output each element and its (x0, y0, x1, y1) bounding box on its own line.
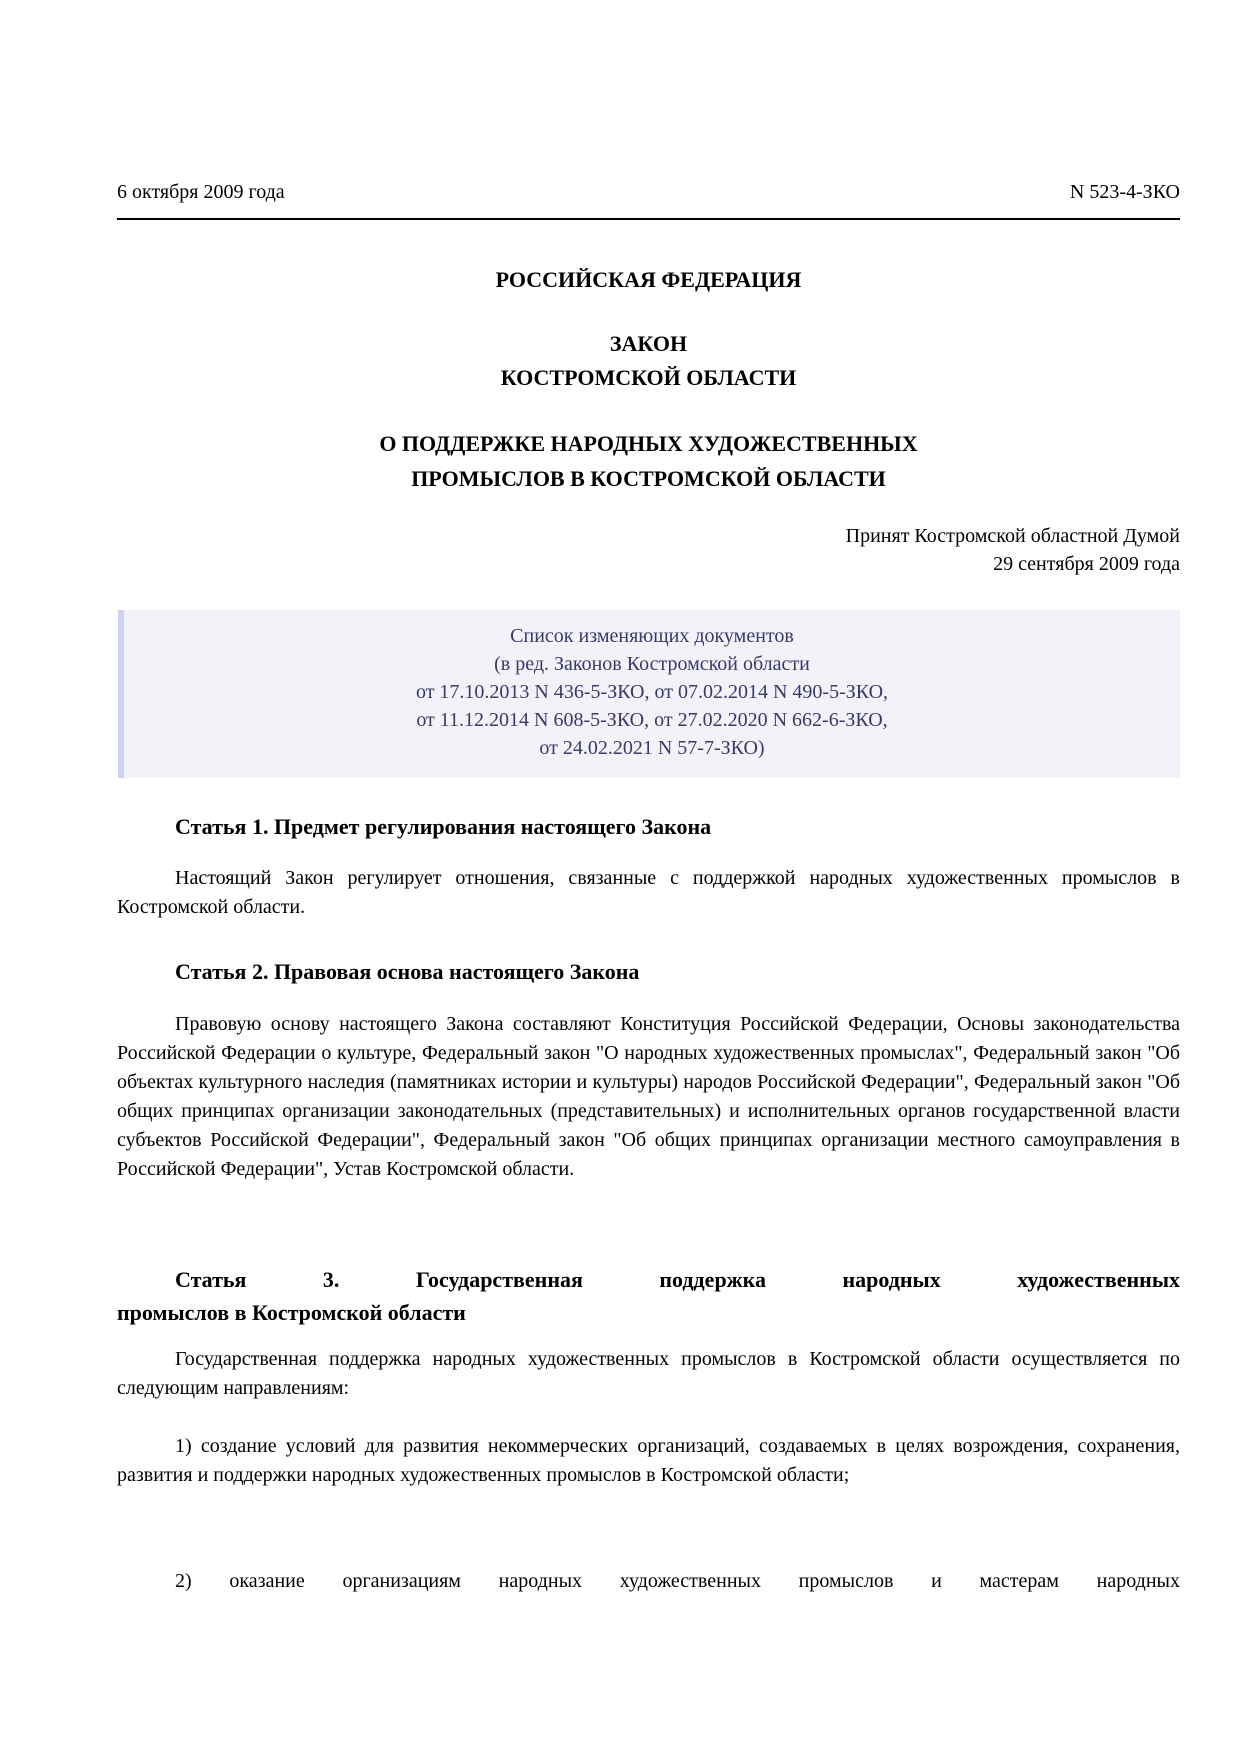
amendments-title: Список изменяющих документов (510, 625, 794, 647)
amendments-line: (в ред. Законов Костромской области (494, 653, 810, 675)
law-number: N 523-4-ЗКО (1069, 181, 1180, 203)
law-subject-title-line2: ПРОМЫСЛОВ В КОСТРОМСКОЙ ОБЛАСТИ (411, 466, 886, 491)
header-divider (117, 218, 1180, 220)
amendments-line: от 11.12.2014 N 608-5-ЗКО, от 27.02.2020 N 662-6-ЗКО, (416, 709, 888, 731)
article-3-item-2: 2) оказание организациям народных художественных промыслов и мастерам народных (175, 1570, 1180, 1592)
law-type-title: ЗАКОН (609, 331, 688, 356)
amendments-box (118, 610, 1180, 778)
adoption-info (117, 522, 1180, 578)
article-3-intro-paragraph: Государственная поддержка народных художественных промыслов в Костромской области осуществляется по следующим направлениям: (117, 1348, 1180, 1399)
amendments-line: от 24.02.2021 N 57-7-ЗКО) (539, 737, 765, 759)
article-3-heading (117, 1263, 1180, 1329)
adoption-date: 29 сентября 2009 года (993, 553, 1180, 575)
document-header (117, 178, 1180, 206)
adoption-body: Принят Костромской областной Думой (845, 525, 1180, 547)
law-subject-title-line1: О ПОДДЕРЖКЕ НАРОДНЫХ ХУДОЖЕСТВЕННЫХ (379, 431, 918, 456)
article-1-paragraph: Настоящий Закон регулирует отношения, связанные с поддержкой народных художественных промыслов в Костромской области. (117, 867, 1180, 918)
law-region-title: КОСТРОМСКОЙ ОБЛАСТИ (500, 365, 797, 390)
law-date: 6 октября 2009 года (117, 181, 285, 203)
article-2-heading: Статья 2. Правовая основа настоящего Закона (175, 959, 640, 984)
article-3-heading-line2: промыслов в Костромской области (117, 1300, 466, 1325)
article-1-heading: Статья 1. Предмет регулирования настоящего Закона (175, 814, 712, 839)
article-2-paragraph: Правовую основу настоящего Закона составляют Конституция Российской Федерации, Основы законодательства Российской Федерации о культуре, Федеральный закон "О народных художественных промыслах", Федеральный закон "Об объектах культурного наследия (памятниках истории и культуры) народов Российской Федерации", Федеральный закон "Об общих принципах организации законодательных (представительных) и исполнительных органов государственной власти субъектов Российской Федерации", Федеральный закон "Об общих принципах организации местного самоуправления в Российской Федерации", Устав Костромской области. (117, 1013, 1180, 1180)
article-3-item-1: 1) создание условий для развития некоммерческих организаций, создаваемых в целях возрождения, сохранения, развития и поддержки народных художественных промыслов в Костромской области; (117, 1435, 1180, 1486)
amendments-line: от 17.10.2013 N 436-5-ЗКО, от 07.02.2014 N 490-5-ЗКО, (415, 681, 889, 703)
article-3-heading-line1: Статья 3. Государственная поддержка народных художественных (175, 1267, 1180, 1292)
country-title: РОССИЙСКАЯ ФЕДЕРАЦИЯ (495, 267, 802, 292)
